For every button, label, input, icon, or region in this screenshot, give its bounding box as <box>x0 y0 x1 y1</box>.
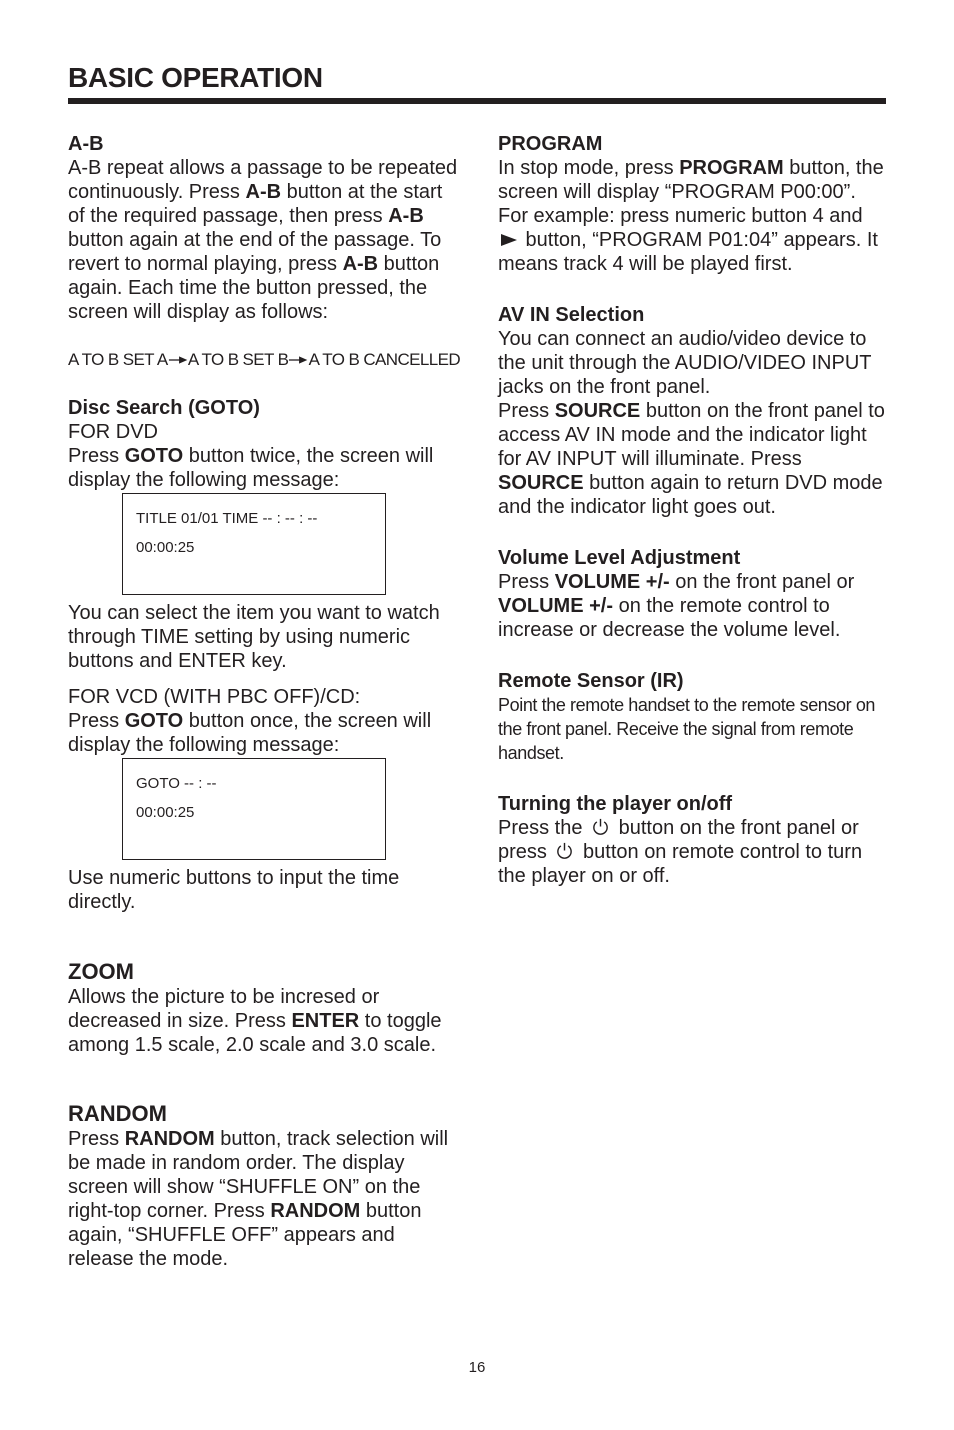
program-description: In stop mode, press PROGRAM button, the screen will display “PROGRAM P00:00”. For example: press numeric button 4 and button, “PROGRAM P01:04” appears. It means track 4 will be played first. <box>498 157 884 275</box>
program-heading: PROGRAM <box>498 133 603 155</box>
vcd-display-box <box>122 758 386 860</box>
power-description: Press the button on the front panel or press button on remote control to turn the player on or off. <box>498 817 863 887</box>
dvd-display-line-1: TITLE 01/01 TIME -- : -- : -- <box>136 510 318 527</box>
zoom-section <box>68 959 460 1057</box>
zoom-description: Allows the picture to be incresed or decreased in size. Press ENTER to toggle among 1.5 scale, 2.0 scale and 3.0 scale. <box>68 986 442 1056</box>
program-section <box>498 132 890 276</box>
goto-vcd-instructions: Press GOTO button once, the screen will display the following message: <box>68 710 432 756</box>
ab-seq-step-1: A TO B SET A <box>68 350 168 369</box>
av-in-connect-text: You can connect an audio/video device to the unit through the AUDIO/VIDEO INPUT jacks on the front panel. <box>498 328 872 398</box>
power-icon <box>555 841 574 860</box>
for-dvd-label: FOR DVD <box>68 421 158 443</box>
goto-dvd-instructions: Press GOTO button twice, the screen will display the following message: <box>68 445 434 491</box>
ab-seq-step-2: A TO B SET B <box>187 350 289 369</box>
vcd-display-line-2: 00:00:25 <box>136 804 195 821</box>
power-icon <box>591 817 610 836</box>
remote-sensor-heading: Remote Sensor (IR) <box>498 670 684 692</box>
arrow-right-icon <box>288 355 308 365</box>
title-rule <box>68 98 886 104</box>
left-column <box>68 132 460 1271</box>
ab-display-sequence <box>68 348 460 372</box>
play-icon <box>500 233 518 247</box>
volume-section <box>498 546 890 642</box>
power-heading: Turning the player on/off <box>498 793 733 815</box>
page-title: BASIC OPERATION <box>68 62 323 93</box>
ab-heading: A-B <box>68 133 104 155</box>
ab-section <box>68 132 460 372</box>
volume-heading: Volume Level Adjustment <box>498 547 741 569</box>
arrow-right-icon <box>168 355 188 365</box>
page-number: 16 <box>468 1359 486 1376</box>
zoom-heading: ZOOM <box>68 959 134 984</box>
dvd-display-box <box>122 493 386 595</box>
random-heading: RANDOM <box>68 1101 167 1126</box>
remote-sensor-section <box>498 669 890 765</box>
numeric-input-note: Use numeric buttons to input the time directly. <box>68 867 400 913</box>
random-description: Press RANDOM button, track selection will be made in random order. The display screen will show “SHUFFLE ON” on the right-top corner. Press RANDOM button again, “SHUFFLE OFF” appears and release the mode. <box>68 1128 449 1270</box>
dvd-display-line-2: 00:00:25 <box>136 539 195 556</box>
av-in-heading: AV IN Selection <box>498 304 645 326</box>
av-in-source-text: Press SOURCE button on the front panel to access AV IN mode and the indicator light for AV INPUT will illuminate. Press SOURCE button again to return DVD mode and the indicator light goes out. <box>498 400 885 518</box>
ab-seq-step-3: A TO B CANCELLED <box>308 350 460 369</box>
ab-description: A-B repeat allows a passage to be repeated continuously. Press A-B button at the start of the required passage, then press A-B button again at the end of the passage. To revert to normal playing, press A-B button again. Each time the button pressed, the screen will display as follows: <box>68 157 458 323</box>
power-section <box>498 792 890 888</box>
remote-sensor-description: Point the remote handset to the remote sensor on the front panel. Receive the signal from remote handset. <box>498 695 876 763</box>
time-setting-note: You can select the item you want to watch through TIME setting by using numeric buttons and ENTER key. <box>68 602 440 672</box>
disc-search-section <box>68 396 460 914</box>
for-vcd-label: FOR VCD (WITH PBC OFF)/CD: <box>68 686 361 708</box>
right-column <box>498 132 890 888</box>
vcd-display-line-1: GOTO -- : -- <box>136 775 217 792</box>
random-section <box>68 1101 460 1271</box>
av-in-section <box>498 303 890 519</box>
volume-description: Press VOLUME +/- on the front panel or VOLUME +/- on the remote control to increase or decrease the volume level. <box>498 571 855 641</box>
disc-search-heading: Disc Search (GOTO) <box>68 397 260 419</box>
